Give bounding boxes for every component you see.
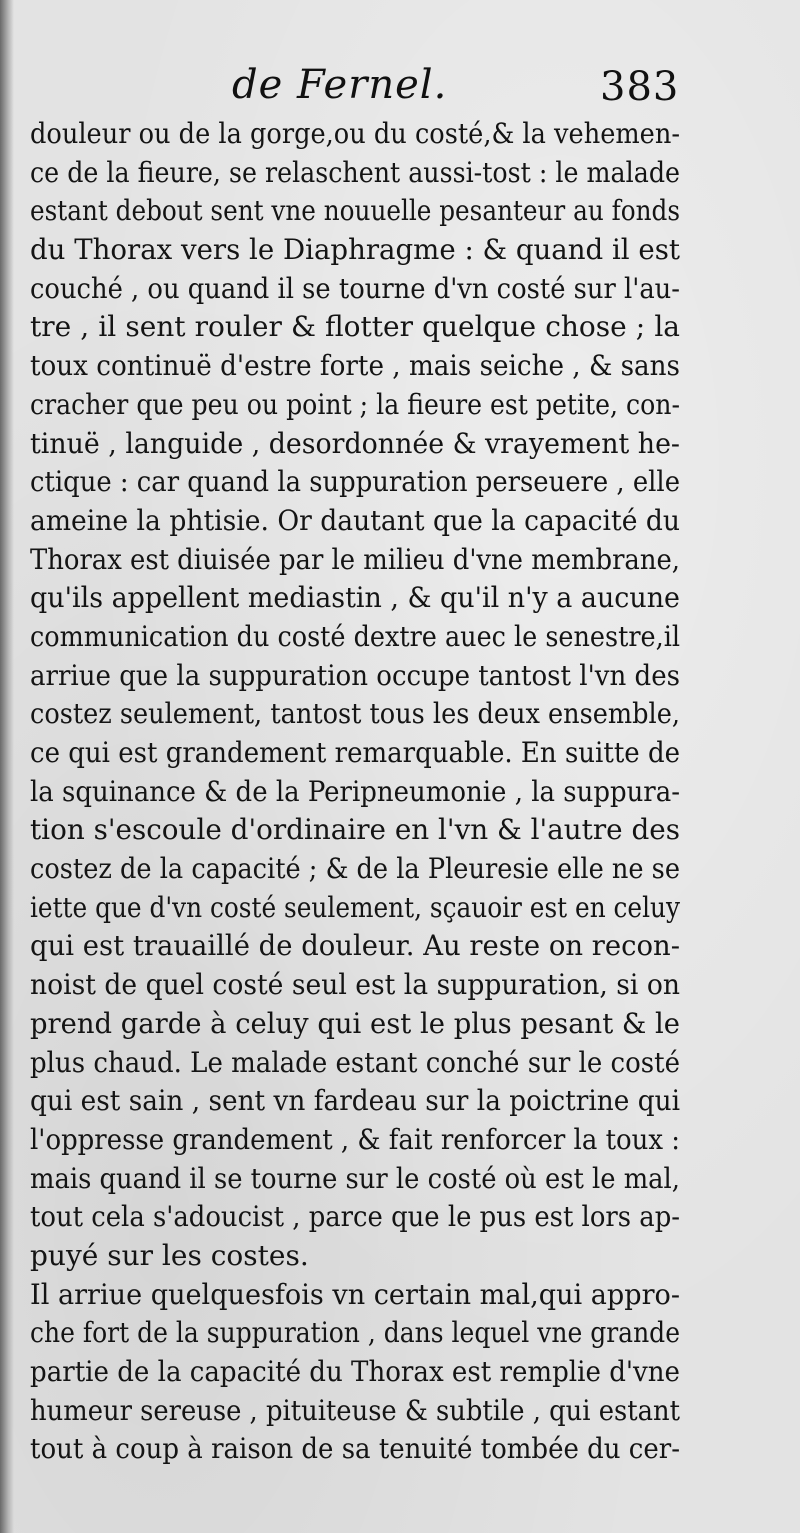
text-line: toux continuë d'estre forte , mais seiche , & sans [30, 349, 680, 383]
body-text [30, 115, 680, 1469]
text-line: douleur ou de la gorge,ou du costé,& la vehemen- [30, 117, 680, 150]
paragraph-end-line: puyé sur les costes. [30, 1238, 309, 1272]
text-line: qui est sain , sent vn fardeau sur la poictrine qui [30, 1084, 680, 1118]
text-line: humeur sereuse , pituiteuse & subtile , qui estant [30, 1393, 680, 1427]
text-line: partie de la capacité du Thorax est remplie d'vne [30, 1355, 680, 1388]
text-line: tout cela s'adoucist , parce que le pus est lors ap- [30, 1200, 680, 1234]
text-line: ameine la phtisie. Or dautant que la capacité du [30, 503, 680, 537]
text-line: costez seulement, tantost tous les deux ensemble, [30, 697, 680, 731]
running-title: de Fernel. [232, 62, 448, 108]
text-line: che fort de la suppuration , dans lequel vne grande [30, 1316, 680, 1350]
text-line: iette que d'vn costé seulement, sçauoir est en celuy [30, 890, 680, 924]
text-line: tion s'escoule d'ordinaire en l'vn & l'autre des [30, 813, 680, 847]
text-line: ce de la fieure, se relaschent aussi-tost : le malade [30, 155, 680, 189]
text-line: estant debout sent vne nouuelle pesanteur au fonds [30, 194, 680, 228]
text-line: ce qui est grandement remarquable. En suitte de [30, 736, 680, 769]
text-line: du Thorax vers le Diaphragme : & quand il est [30, 233, 680, 267]
text-line: qui est trauaillé de douleur. Au reste on recon- [30, 929, 680, 963]
text-line: noist de quel costé seul est la suppuration, si on [30, 968, 680, 1002]
text-line: communication du costé dextre auec le senestre,il [30, 619, 680, 653]
text-line: qu'ils appellent mediastin , & qu'il n'y a aucune [30, 581, 680, 615]
text-line: tout à coup à raison de sa tenuité tombée du cer- [30, 1432, 680, 1466]
text-line: plus chaud. Le malade estant conché sur le costé [30, 1045, 680, 1079]
text-line: l'oppresse grandement , & fait renforcer la toux : [30, 1122, 680, 1156]
paragraph-start-line: Il arriue quelquesfois vn certain mal,qui appro- [30, 1277, 680, 1311]
text-line: cracher que peu ou point ; la fieure est petite, con- [30, 387, 680, 421]
text-line: Thorax est diuisée par le milieu d'vne membrane, [30, 542, 680, 576]
text-line: mais quand il se tourne sur le costé où est le mal, [30, 1161, 680, 1195]
text-line: ctique : car quand la suppuration perseuere , elle [30, 465, 680, 499]
text-line: la squinance & de la Peripneumonie , la suppura- [30, 774, 680, 808]
running-header [0, 62, 800, 122]
text-line: couché , ou quand il se tourne d'vn costé sur l'au- [30, 271, 680, 305]
text-line: costez de la capacité ; & de la Pleuresie elle ne se [30, 852, 680, 886]
page-number: 383 [600, 64, 680, 110]
text-line: prend garde à celuy qui est le plus pesant & le [30, 1006, 680, 1040]
page-binding-shadow [0, 0, 14, 1533]
text-line: arriue que la suppuration occupe tantost l'vn des [30, 658, 680, 692]
text-line: tinuë , languide , desordonnée & vrayement he- [30, 426, 680, 460]
text-line: tre , il sent rouler & flotter quelque chose ; la [30, 310, 680, 344]
